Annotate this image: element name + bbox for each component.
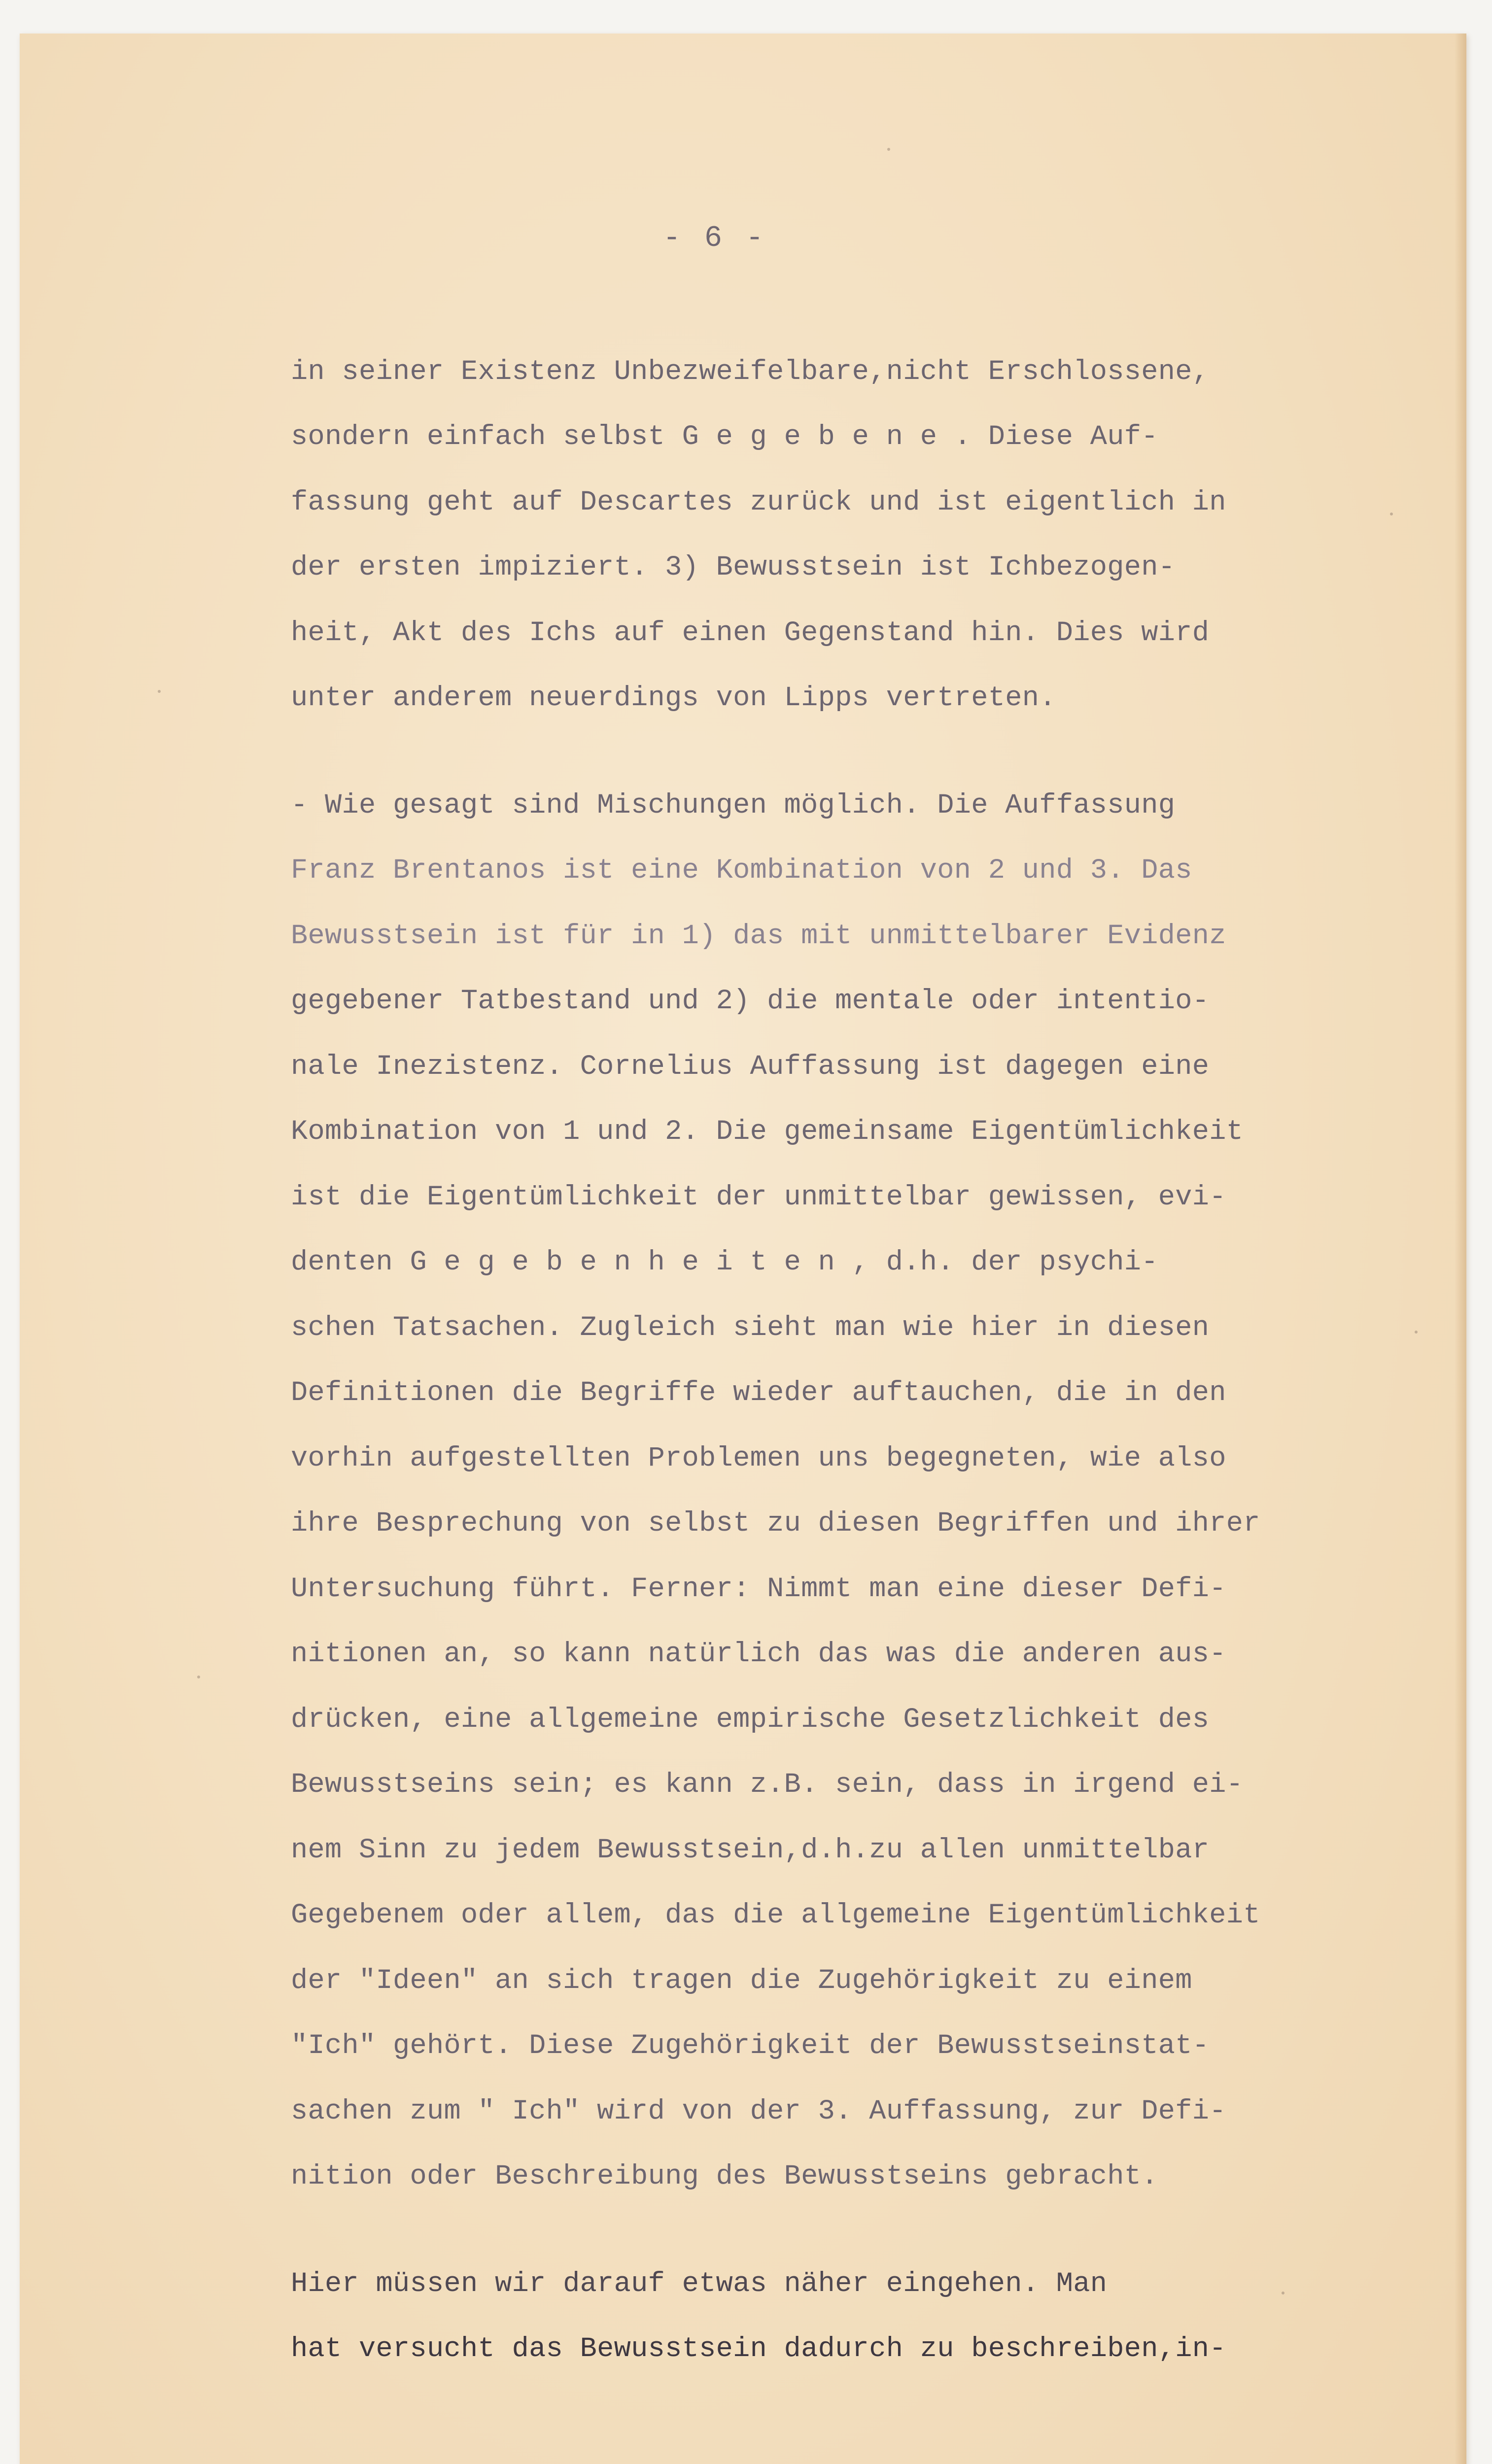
- text-line: in seiner Existenz Unbezweifelbare,nicht Erschlossene,: [291, 356, 1210, 388]
- text-line: - Wie gesagt sind Mischungen möglich. Die Auffassung: [291, 790, 1176, 821]
- text-line: unter anderem neuerdings von Lipps vertreten.: [291, 683, 1056, 714]
- text-line: der ersten impiziert. 3) Bewusstsein ist Ichbezogen-: [291, 552, 1176, 583]
- paper-speck: [887, 148, 890, 151]
- text-line: ist die Eigentümlichkeit der unmittelbar gewissen, evi-: [291, 1182, 1226, 1213]
- text-line: nale Inezistenz. Cornelius Auffassung ist dagegen eine: [291, 1051, 1210, 1083]
- paper-speck: [1415, 1331, 1418, 1334]
- text-line: vorhin aufgestellten Problemen uns begegneten, wie also: [291, 1443, 1226, 1474]
- text-line: Franz Brentanos ist eine Kombination von 2 und 3. Das: [291, 855, 1192, 887]
- text-line: heit, Akt des Ichs auf einen Gegenstand hin. Dies wird: [291, 617, 1210, 649]
- text-line: Hier müssen wir darauf etwas näher eingehen. Man: [291, 2268, 1108, 2300]
- text-line: Gegebenem oder allem, das die allgemeine Eigentümlichkeit: [291, 1900, 1260, 1931]
- text-line: ihre Besprechung von selbst zu diesen Begriffen und ihrer: [291, 1508, 1260, 1540]
- text-line: nition oder Beschreibung des Bewusstseins gebracht.: [291, 2161, 1158, 2192]
- text-line: sondern einfach selbst G e g e b e n e . Diese Auf-: [291, 421, 1158, 453]
- text-line: "Ich" gehört. Diese Zugehörigkeit der Bewusstseinstat-: [291, 2030, 1210, 2062]
- text-line: denten G e g e b e n h e i t e n , d.h. der psychi-: [291, 1247, 1158, 1278]
- text-line: hat versucht das Bewusstsein dadurch zu beschreiben,in-: [291, 2333, 1226, 2365]
- text-line: Definitionen die Begriffe wieder auftauchen, die in den: [291, 1377, 1226, 1409]
- text-line: Kombination von 1 und 2. Die gemeinsame Eigentümlichkeit: [291, 1116, 1244, 1148]
- text-line: der "Ideen" an sich tragen die Zugehörigkeit zu einem: [291, 1965, 1192, 1997]
- text-line: gegebener Tatbestand und 2) die mentale oder intentio-: [291, 986, 1210, 1017]
- text-line: drücken, eine allgemeine empirische Gesetzlichkeit des: [291, 1704, 1210, 1736]
- text-line: sachen zum " Ich" wird von der 3. Auffassung, zur Defi-: [291, 2096, 1226, 2127]
- text-line: Untersuchung führt. Ferner: Nimmt man eine dieser Defi-: [291, 1574, 1226, 1605]
- paper-speck: [1282, 2292, 1284, 2294]
- paper-right-edge: [1455, 34, 1466, 2464]
- text-line: nitionen an, so kann natürlich das was die anderen aus-: [291, 1639, 1226, 1670]
- paper-speck: [197, 1676, 200, 1678]
- text-line: schen Tatsachen. Zugleich sieht man wie hier in diesen: [291, 1312, 1210, 1344]
- page-number: - 6 -: [662, 222, 767, 255]
- text-line: nem Sinn zu jedem Bewusstsein,d.h.zu allen unmittelbar: [291, 1835, 1210, 1866]
- text-line: fassung geht auf Descartes zurück und ist eigentlich in: [291, 487, 1226, 518]
- text-line: Bewusstseins sein; es kann z.B. sein, dass in irgend ei-: [291, 1769, 1244, 1801]
- paper-speck: [1390, 513, 1393, 515]
- paper-speck: [158, 690, 161, 693]
- text-line: Bewusstsein ist für in 1) das mit unmittelbarer Evidenz: [291, 921, 1226, 952]
